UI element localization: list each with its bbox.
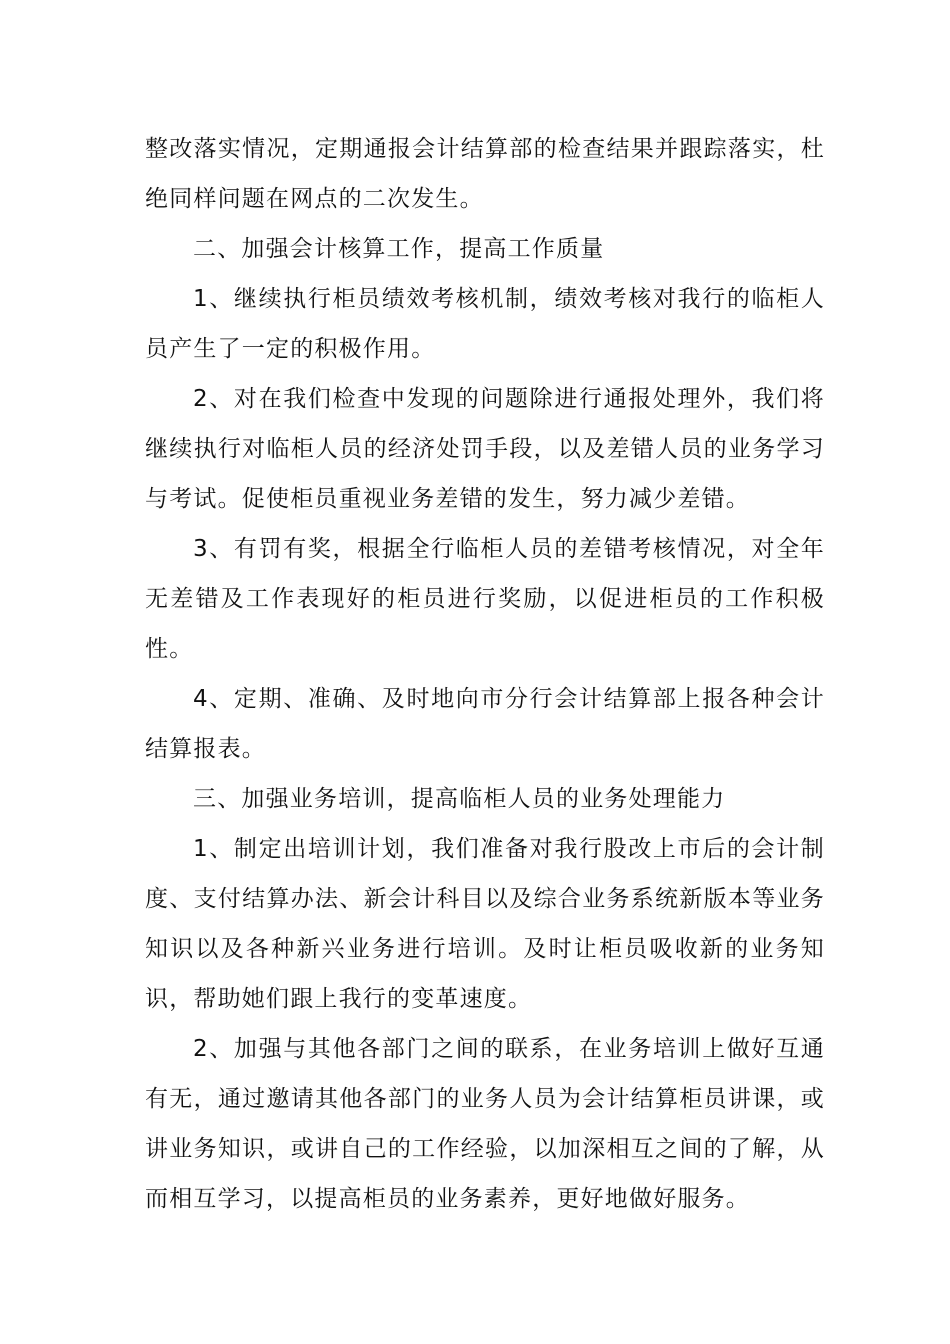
paragraph-2-4: 4、定期、准确、及时地向市分行会计结算部上报各种会计结算报表。 bbox=[145, 686, 825, 762]
paragraph-2-3: 3、有罚有奖，根据全行临柜人员的差错考核情况，对全年无差错及工作表现好的柜员进行奖励，以促进柜员的工作积极性。 bbox=[145, 536, 825, 662]
section-heading-2: 二、加强会计核算工作，提高工作质量 bbox=[193, 236, 605, 262]
paragraph-2-1: 1、继续执行柜员绩效考核机制，绩效考核对我行的临柜人员产生了一定的积极作用。 bbox=[145, 286, 825, 362]
paragraph-2-2: 2、对在我们检查中发现的问题除进行通报处理外，我们将继续执行对临柜人员的经济处罚手段，以及差错人员的业务学习与考试。促使柜员重视业务差错的发生，努力减少差错。 bbox=[145, 386, 825, 512]
document-page bbox=[145, 124, 825, 1224]
section-heading-3: 三、加强业务培训，提高临柜人员的业务处理能力 bbox=[193, 786, 726, 812]
paragraph-3-2: 2、加强与其他各部门之间的联系，在业务培训上做好互通有无，通过邀请其他各部门的业务人员为会计结算柜员讲课，或讲业务知识，或讲自己的工作经验，以加深相互之间的了解，从而相互学习，以提高柜员的业务素养，更好地做好服务。 bbox=[145, 1036, 825, 1212]
paragraph-continuation: 整改落实情况，定期通报会计结算部的检查结果并跟踪落实，杜绝同样问题在网点的二次发生。 bbox=[145, 136, 825, 212]
paragraph-3-1: 1、制定出培训计划，我们准备对我行股改上市后的会计制度、支付结算办法、新会计科目以及综合业务系统新版本等业务知识以及各种新兴业务进行培训。及时让柜员吸收新的业务知识，帮助她们跟上我行的变革速度。 bbox=[145, 836, 825, 1012]
